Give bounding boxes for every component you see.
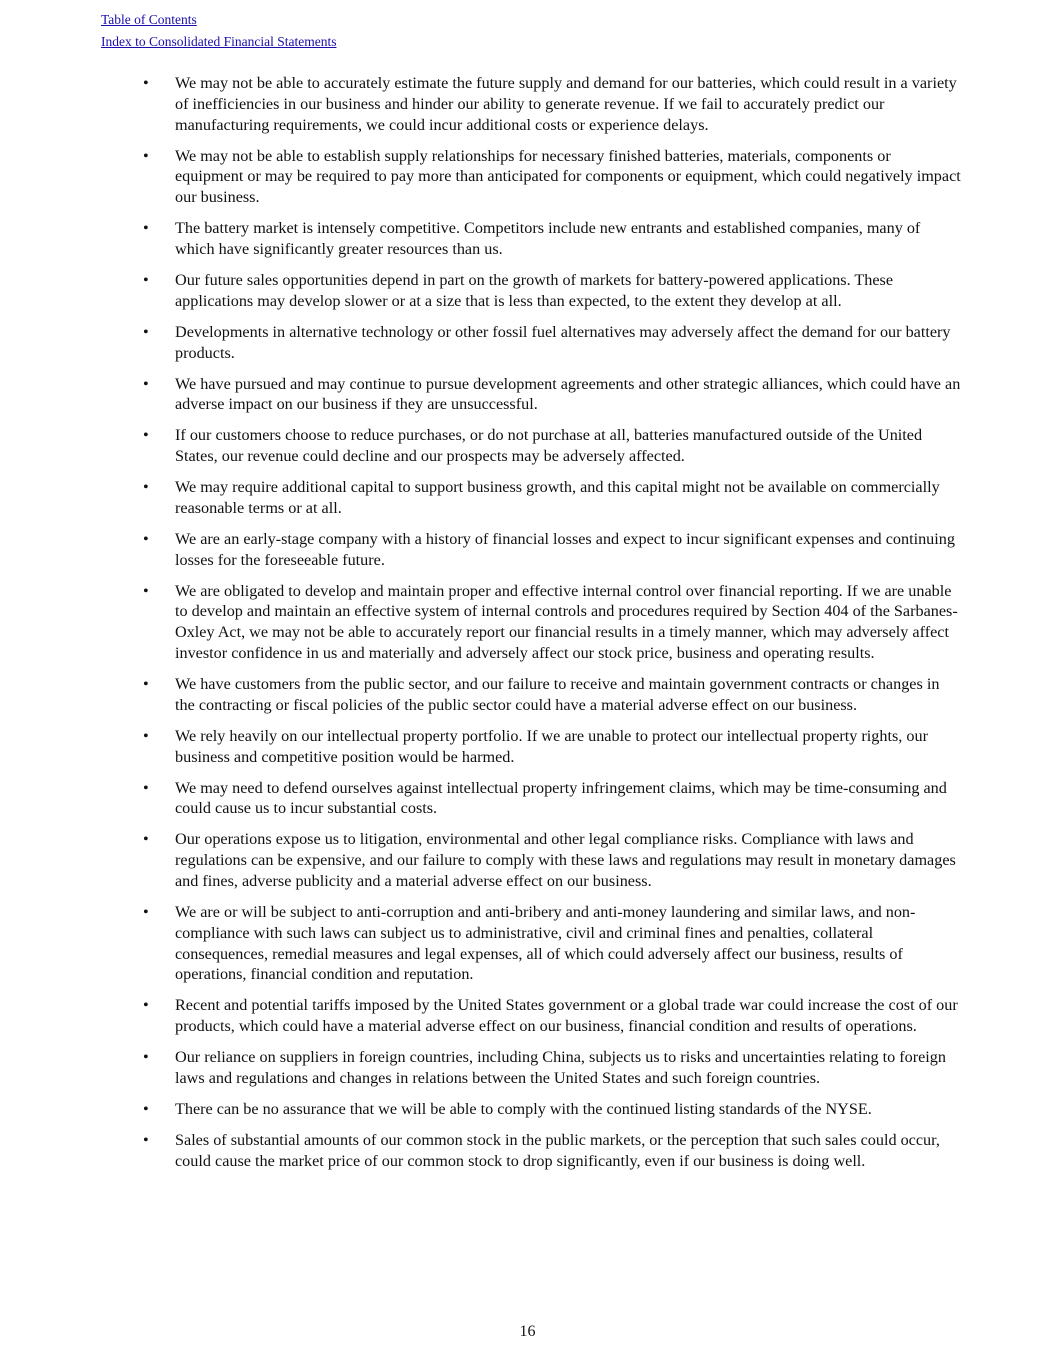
list-item bbox=[141, 829, 961, 891]
bullet-icon: • bbox=[143, 529, 149, 548]
list-item bbox=[141, 146, 961, 208]
list-item bbox=[141, 1130, 961, 1172]
risk-text: We rely heavily on our intellectual property portfolio. If we are unable to protect our intellectual property rights, our business and competitive position would be harmed. bbox=[175, 726, 928, 766]
table-of-contents-link[interactable]: Table of Contents bbox=[101, 12, 197, 27]
risk-text: Developments in alternative technology or other fossil fuel alternatives may adversely affect the demand for our battery products. bbox=[175, 322, 951, 362]
list-item bbox=[141, 778, 961, 820]
bullet-icon: • bbox=[143, 778, 149, 797]
list-item bbox=[141, 995, 961, 1037]
list-item bbox=[141, 1047, 961, 1089]
list-item bbox=[141, 73, 961, 135]
risk-text: Our future sales opportunities depend in part on the growth of markets for battery-powered applications. These applications may develop slower or at a size that is less than expected, to the extent they develop at all. bbox=[175, 270, 894, 310]
bullet-icon: • bbox=[143, 74, 149, 92]
financial-statements-index-link[interactable]: Index to Consolidated Financial Statements bbox=[101, 34, 337, 49]
bullet-icon: • bbox=[143, 1130, 149, 1149]
bullet-icon: • bbox=[143, 1099, 149, 1118]
risk-text: If our customers choose to reduce purchases, or do not purchase at all, batteries manufactured outside of the United States, our revenue could decline and our prospects may be adversely affected. bbox=[175, 426, 923, 466]
bullet-icon: • bbox=[143, 219, 149, 238]
bullet-icon: • bbox=[143, 902, 149, 921]
page-number: 16 bbox=[519, 1323, 536, 1340]
bullet-icon: • bbox=[143, 426, 149, 445]
list-item bbox=[141, 726, 961, 768]
bullet-icon: • bbox=[143, 1048, 149, 1067]
risk-text: We may not be able to accurately estimate the future supply and demand for our batteries, which could result in a variety of inefficiencies in our business and hinder our ability to generate revenue. If we fail to accurately predict our manufacturing requirements, we could incur additional costs or experience delays. bbox=[175, 74, 957, 134]
list-item bbox=[141, 529, 961, 571]
risk-text: Sales of substantial amounts of our common stock in the public markets, or the perception that such sales could occur, could cause the market price of our common stock to drop significantly, even if our business is doing well. bbox=[175, 1130, 940, 1170]
risk-summary-list bbox=[141, 73, 961, 1182]
list-item bbox=[141, 902, 961, 985]
risk-text: Our reliance on suppliers in foreign countries, including China, subjects us to risks and uncertainties relating to foreign laws and regulations and changes in relations between the United States and such foreign countries. bbox=[175, 1048, 946, 1087]
bullet-icon: • bbox=[143, 270, 149, 289]
risk-text: We are or will be subject to anti-corruption and anti-bribery and anti-money laundering and similar laws, and non-compliance with such laws can subject us to administrative, civil and criminal fines and penalties, collateral consequences, remedial measures and legal expenses, all of which could adversely affect our business, results of operations, financial condition and reputation. bbox=[175, 902, 916, 984]
risk-text: There can be no assurance that we will be able to comply with the continued listing standards of the NYSE. bbox=[175, 1099, 872, 1118]
risk-text: We are an early-stage company with a history of financial losses and expect to incur significant expenses and continuing losses for the foreseeable future. bbox=[175, 529, 955, 569]
list-item bbox=[141, 581, 961, 664]
list-item bbox=[141, 1099, 961, 1120]
bullet-icon: • bbox=[143, 726, 149, 745]
bullet-icon: • bbox=[143, 996, 149, 1015]
risk-text: We have pursued and may continue to pursue development agreements and other strategic alliances, which could have an adverse impact on our business if they are unsuccessful. bbox=[175, 374, 961, 414]
list-item bbox=[141, 674, 961, 716]
risk-text: We may not be able to establish supply relationships for necessary finished batteries, materials, components or equipment or may be required to pay more than anticipated for components or equipment, which could negatively impact our business. bbox=[175, 146, 961, 207]
bullet-icon: • bbox=[143, 830, 149, 849]
risk-text: Recent and potential tariffs imposed by the United States government or a global trade war could increase the cost of our products, which could have a material adverse effect on our business, financial condition and results of operations. bbox=[175, 996, 958, 1036]
risk-text: The battery market is intensely competitive. Competitors include new entrants and established companies, many of which have significantly greater resources than us. bbox=[175, 219, 921, 258]
top-navigation bbox=[101, 9, 336, 53]
list-item bbox=[141, 477, 961, 519]
bullet-icon: • bbox=[143, 581, 149, 600]
list-item bbox=[141, 270, 961, 312]
list-item bbox=[141, 374, 961, 416]
bullet-icon: • bbox=[143, 322, 149, 341]
risk-text: Our operations expose us to litigation, environmental and other legal compliance risks. Compliance with laws and regulations can be expensive, and our failure to comply with these laws and regulations may result in monetary damages and fines, adverse publicity and a material adverse effect on our business. bbox=[175, 830, 956, 890]
bullet-icon: • bbox=[143, 374, 149, 393]
risk-text: We have customers from the public sector, and our failure to receive and maintain government contracts or changes in the contracting or fiscal policies of the public sector could have a material adverse effect on our business. bbox=[175, 675, 940, 714]
bullet-icon: • bbox=[143, 675, 149, 693]
risk-text: We are obligated to develop and maintain proper and effective internal control over financial reporting. If we are unable to develop and maintain an effective system of internal controls and procedures required by Section 404 of the Sarbanes-Oxley Act, we may not be able to accurately report our financial results in a timely manner, which may adversely affect investor confidence in us and materially and adversely affect our stock price, business and operating results. bbox=[175, 581, 958, 663]
risk-text: We may require additional capital to support business growth, and this capital might not be available on commercially reasonable terms or at all. bbox=[175, 478, 940, 517]
list-item bbox=[141, 425, 961, 467]
list-item bbox=[141, 218, 961, 260]
list-item bbox=[141, 322, 961, 364]
bullet-icon: • bbox=[143, 146, 149, 165]
bullet-icon: • bbox=[143, 478, 149, 497]
risk-text: We may need to defend ourselves against intellectual property infringement claims, which may be time-consuming and could cause us to incur substantial costs. bbox=[175, 778, 947, 818]
